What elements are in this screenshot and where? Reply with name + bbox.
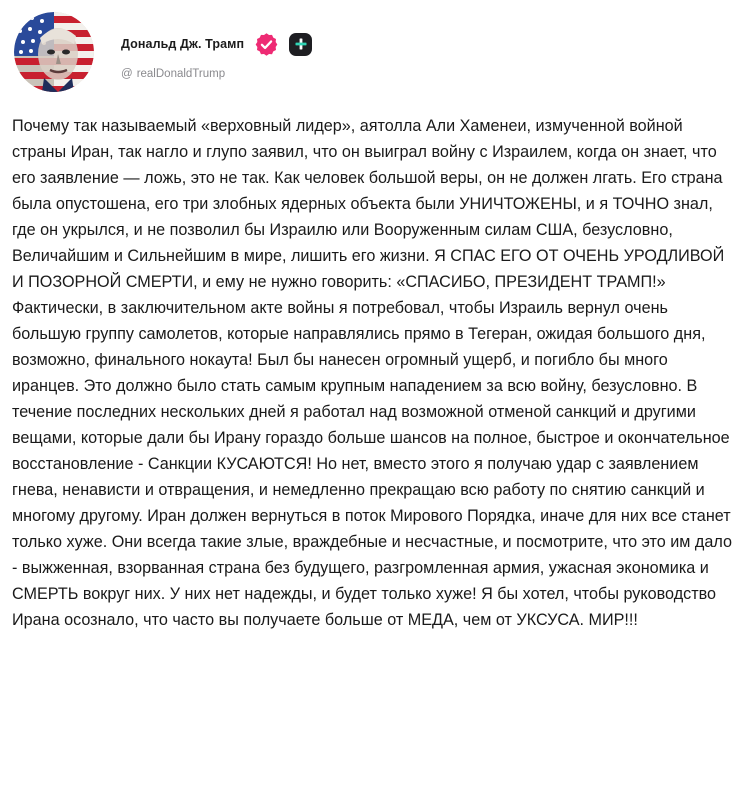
author-display-name[interactable]: Дональд Дж. Трамп [121,37,245,51]
handle-text: realDonaldTrump [136,68,226,80]
author-handle[interactable] [121,68,225,80]
author-avatar[interactable] [14,12,94,92]
verified-badge-icon [254,32,279,57]
add-plus-button[interactable] [289,33,312,56]
avatar-image [14,12,94,92]
post-body-text: Почему так называемый «верховный лидер», аятолла Али Хаменеи, измученной войной страны Иран, так нагло и глупо заявил, что он выиграл войну с Израилем, когда он знает, что его заявление — ложь, это не так. Как человек большой веры, он не должен лгать. Его страна была опустошена, его три злобных ядерных объекта были УНИЧТОЖЕНЫ, и я ТОЧНО знал, где он укрылся, и не позволил бы Израилю или Вооруженным силам США, безусловно, Величайшим и Сильнейшим в мире, лишить его жизни. Я СПАС ЕГО ОТ ОЧЕНЬ УРОДЛИВОЙ И ПОЗОРНОЙ СМЕРТИ, и ему не нужно говорить: «СПАСИБО, ПРЕЗИДЕНТ ТРАМП!» Фактически, в заключительном акте войны я потребовал, чтобы Израиль вернул очень большую группу самолетов, которые направлялись прямо в Тегеран, ожидая большого дня, возможно, финального нокаута! Был бы нанесен огромный ущерб, и погибло бы много иранцев. Это должно было стать самым крупным нападением за всю войну, безусловно. В течение последних нескольких дней я работал над возможной отменой санкций и другими вещами, которые дали бы Ирану гораздо больше шансов на полное, быстрое и окончательное восстановление - Санкции КУСАЮТСЯ! Но нет, вместо этого я получаю удар с заявлением гнева, ненависти и отвращения, и немедленно прекращаю всю работу по снятию санкций и многому другому. Иран должен вернуться в поток Мирового Порядка, иначе для них все станет только хуже. Они всегда такие злые, враждебные и несчастные, и посмотрите, что это им дало - выжженная, взорванная страна без будущего, разгромленная армия, ужасная экономика и СМЕРТЬ вокруг них. У них нет надежды, и будет только хуже! Я бы хотел, чтобы руководство Ирана осознало, что часто вы получаете больше от МЕДА, чем от УКСУСА. МИР!!! [12,117,732,629]
post-header [14,12,714,92]
handle-at-symbol: @ [121,68,133,80]
plus-icon [294,37,308,51]
author-name-row [121,31,312,57]
